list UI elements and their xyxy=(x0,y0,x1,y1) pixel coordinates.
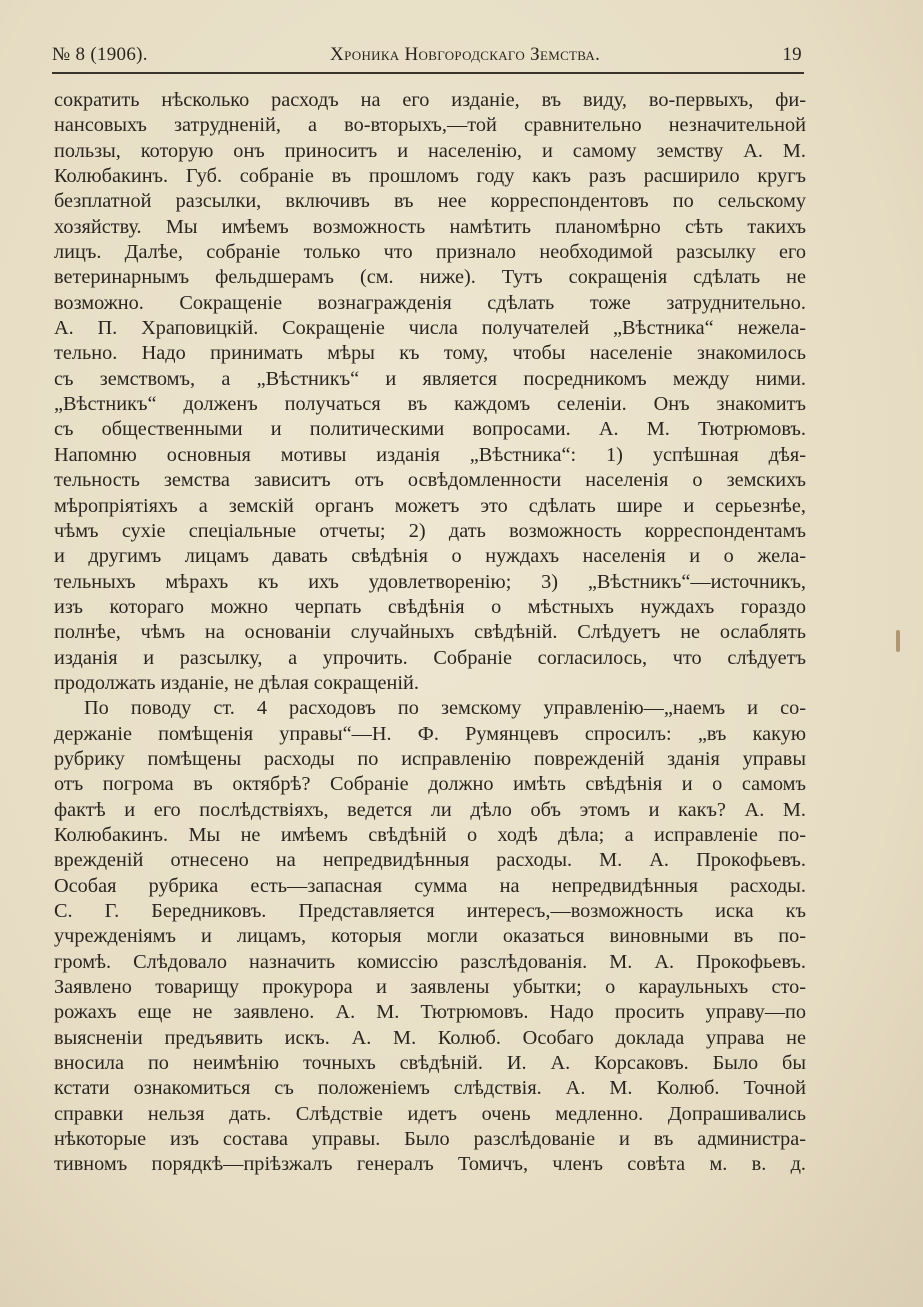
text-line: Особая рубрика есть—запасная сумма на непредвидѣнныя расходы. xyxy=(54,874,806,897)
text-line: и другимъ лицамъ давать свѣдѣнія о нуждахъ населенія и о жела- xyxy=(54,545,806,568)
issue-number: № 8 (1906). xyxy=(52,44,148,65)
header-rule xyxy=(52,72,804,74)
text-line: вносила по неимѣнію точныхъ свѣдѣній. И. А. Корсаковъ. Было бы xyxy=(54,1052,806,1075)
text-line: сократить нѣсколько расходъ на его изданіе, въ виду, во-первыхъ, фи- xyxy=(54,89,806,111)
text-line: По поводу ст. 4 расходовъ по земскому управленію—„наемъ и со- xyxy=(84,697,806,720)
text-line: нансовыхъ затрудненій, а во-вторыхъ,—той сравнительно незначительной xyxy=(54,114,806,137)
text-line: А. П. Храповицкій. Сокращеніе числа получателей „Вѣстника“ нежела- xyxy=(54,317,806,340)
text-line: громѣ. Слѣдовало назначить комиссію разслѣдованія. М. А. Прокофьевъ. xyxy=(54,950,806,973)
text-line: пользы, которую онъ приноситъ и населенію, и самому земству А. М. xyxy=(54,139,806,162)
text-line: мѣропріятіяхъ а земскій органъ можетъ это сдѣлать шире и серьезнѣе, xyxy=(54,494,806,517)
text-line: изъ котораго можно черпать свѣдѣнія о мѣстныхъ нуждахъ гораздо xyxy=(54,595,806,618)
running-header xyxy=(52,44,802,66)
text-line: держаніе помѣщенія управы“—Н. Ф. Румянцевъ спросилъ: „въ какую xyxy=(54,722,806,745)
text-line: ветеринарнымъ фельдшерамъ (см. ниже). Тутъ сокращенія сдѣлать не xyxy=(54,266,806,289)
text-line: рожахъ еще не заявлено. А. М. Тютрюмовъ. Надо просить управу—по xyxy=(54,1001,806,1024)
text-line: С. Г. Бередниковъ. Представляется интересъ,—возможность иска къ xyxy=(54,900,806,922)
paper-stain xyxy=(896,630,900,652)
text-line: тельно. Надо принимать мѣры къ тому, чтобы населеніе знакомилось xyxy=(54,342,806,365)
text-line: чѣмъ сухіе спеціальные отчеты; 2) дать возможность корреспондентамъ xyxy=(54,519,806,542)
text-line: отъ погрома въ октябрѣ? Собраніе должно имѣть свѣдѣнія и о самомъ xyxy=(54,773,806,796)
text-line: Колюбакинъ. Губ. собраніе въ прошломъ году какъ разъ расширило кругъ xyxy=(54,165,806,188)
text-line: съ земствомъ, а „Вѣстникъ“ и является посредникомъ между ними. xyxy=(54,367,806,390)
text-line: Напомню основныя мотивы изданія „Вѣстника“: 1) успѣшная дѣя- xyxy=(54,443,806,466)
text-line: кстати ознакомиться съ положеніемъ слѣдствія. А. М. Колюб. Точной xyxy=(54,1077,806,1100)
text-line: тельность земства зависитъ отъ освѣдомленности населенія о земскихъ xyxy=(54,469,806,492)
text-line: тельныхъ мѣрахъ къ ихъ удовлетворенію; 3) „Вѣстникъ“—источникъ, xyxy=(54,570,806,593)
body-text xyxy=(54,88,806,1178)
text-line: учрежденіямъ и лицамъ, которыя могли оказаться виновными въ по- xyxy=(54,925,806,948)
page-number: 19 xyxy=(782,44,802,65)
text-line: тивномъ порядкѣ—пріѣзжалъ генералъ Томичъ, членъ совѣта м. в. д. xyxy=(54,1153,806,1176)
text-line: справки нельзя дать. Слѣдствіе идетъ очень медленно. Допрашивались xyxy=(54,1102,806,1125)
text-line: рубрику помѣщены расходы по исправленію поврежденій зданія управы xyxy=(54,747,806,770)
text-line: нѣкоторые изъ состава управы. Было разслѣдованіе и въ администра- xyxy=(54,1128,806,1151)
text-line: врежденій отнесено на непредвидѣнныя расходы. М. А. Прокофьевъ. xyxy=(54,849,806,872)
text-line: съ общественными и политическими вопросами. А. М. Тютрюмовъ. xyxy=(54,418,806,441)
text-line: выясненіи предъявить искъ. А. М. Колюб. Особаго доклада управа не xyxy=(54,1026,806,1049)
text-line: возможно. Сокращеніе вознагражденія сдѣлать тоже затруднительно. xyxy=(54,291,806,314)
text-line: продолжать изданіе, не дѣлая сокращеній. xyxy=(54,671,419,694)
text-line: хозяйству. Мы имѣемъ возможность намѣтить планомѣрно сѣть такихъ xyxy=(54,215,806,238)
text-line: Колюбакинъ. Мы не имѣемъ свѣдѣній о ходѣ дѣла; а исправленіе по- xyxy=(54,823,806,846)
text-line: полнѣе, чѣмъ на основаніи случайныхъ свѣдѣній. Слѣдуетъ не ослаблять xyxy=(54,621,806,644)
text-line: лицъ. Далѣе, собраніе только что признало необходимой разсылку его xyxy=(54,241,806,264)
text-line: изданія и разсылку, а упрочить. Собраніе согласилось, что слѣдуетъ xyxy=(54,646,806,669)
text-line: „Вѣстникъ“ долженъ получаться въ каждомъ селеніи. Онъ знакомитъ xyxy=(54,393,806,416)
text-line: безплатной разсылки, включивъ въ нее корреспондентовъ по сельскому xyxy=(54,190,806,213)
text-line: Заявлено товарищу прокурора и заявлены убытки; о караульныхъ сто- xyxy=(54,976,806,999)
journal-title: Хроника Новгородскаго Земства. xyxy=(330,44,601,65)
text-line: фактѣ и его послѣдствіяхъ, ведется ли дѣло объ этомъ и какъ? А. М. xyxy=(54,798,806,821)
